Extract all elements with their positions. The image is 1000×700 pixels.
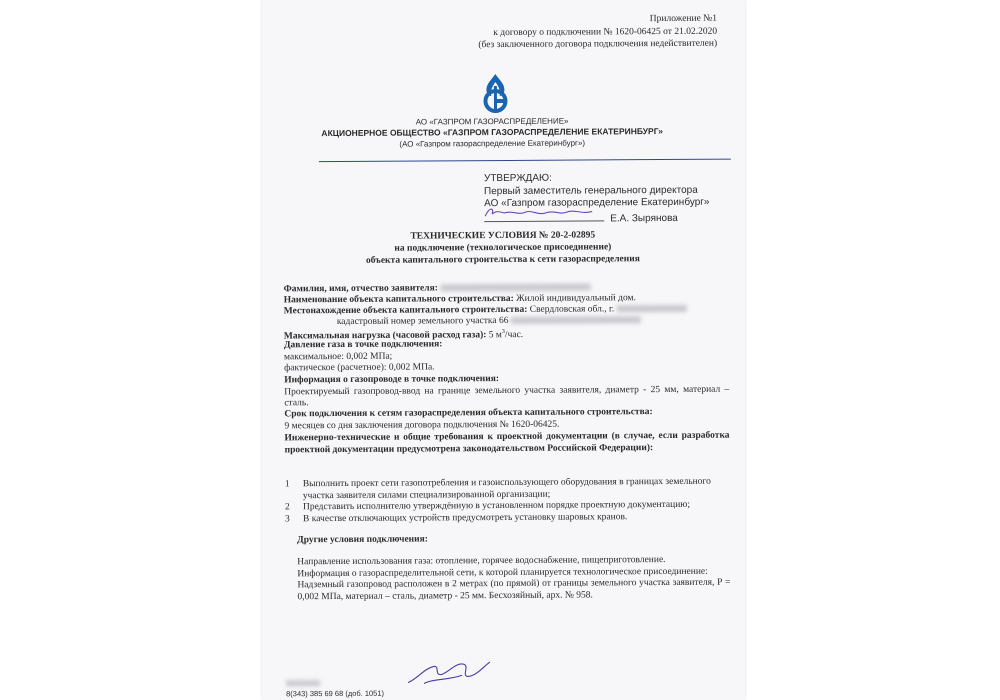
redacted-address: [617, 305, 687, 312]
redacted-name: [440, 284, 590, 292]
document-page: [262, 0, 745, 700]
network-info: Информация о газораспределительной сети, к которой планируется технологическое присоединение:: [297, 566, 708, 579]
footer-phone: [286, 679, 384, 698]
approval-company: АО «Газпром газораспределение Екатеринбург»: [484, 196, 710, 210]
gazprom-logo-icon: [478, 73, 512, 113]
approval-signatory: Е.А. Зырянова: [610, 212, 678, 224]
load-unit: /час.: [504, 330, 524, 341]
redacted-cadastral: [511, 316, 641, 324]
list-item: [285, 511, 730, 525]
footer-phone-text: 8(343) 385 69 68 (доб. 1051): [286, 688, 385, 698]
list-item-number: 2: [284, 502, 290, 513]
field-term: [284, 407, 729, 433]
signature-line: [484, 210, 604, 222]
approval-signature-row: [484, 209, 709, 226]
other-conditions-heading: Другие условия подключения:: [297, 534, 428, 546]
appendix-contract: к договору о подключении № 1620-06425 от 21.02.2020: [493, 26, 718, 38]
list-item-text: Представить исполнителю утверждённую в установленном порядке проектную документацию;: [302, 499, 691, 513]
signature-icon: [482, 203, 604, 222]
org-abbreviation: (АО «Газпром газораспределение Екатеринбург»): [399, 138, 586, 149]
appendix-title: Приложение №1: [649, 13, 718, 25]
org-full-name: АКЦИОНЕРНОЕ ОБЩЕСТВО «ГАЗПРОМ ГАЗОРАСПРЕДЕЛЕНИЕ ЕКАТЕРИНБУРГ»: [321, 126, 663, 139]
location-value: Свердловская обл., г.: [529, 304, 615, 315]
footer-signature-icon: [404, 656, 494, 689]
requirements-list: [285, 477, 730, 526]
field-pipeline: [284, 373, 729, 410]
object-value: Жилой индивидуальный дом.: [516, 293, 636, 304]
doc-subtitle-object: объекта капитального строительства к сети газораспределения: [366, 254, 640, 266]
approval-block: [484, 172, 710, 226]
list-item-text: Выполнить проект сети газопотребления и газоиспользующего оборудования в границах земельного участка заявителя силами специализированной организации;: [302, 476, 711, 501]
org-short-name: АО «ГАЗПРОМ ГАЗОРАСПРЕДЕЛЕНИЕ»: [415, 116, 569, 127]
approval-heading: УТВЕРЖДАЮ:: [483, 172, 552, 185]
cadastral-label: кадастровый номер земельного участка 66: [336, 315, 509, 328]
other-conditions: [297, 555, 730, 604]
document-content: [262, 0, 745, 700]
network-details: Надземный газопровод расположен в 2 метрах (по прямой) от границы земельного участка заявителя, Р = 0,002 МПа, материал – сталь, диаметр - 25 мм. Бесхозяйный, арх. № 958.: [297, 577, 731, 602]
load-value: 5 м: [488, 330, 502, 341]
load-label: Максимальная нагрузка (часовой расход газа):: [283, 330, 487, 342]
term-value: 9 месяцев со дня заключения договора подключения № 1620-06425.: [284, 419, 560, 431]
redacted-contact: [286, 680, 320, 686]
pressure-max: максимальное: 0,002 МПа;: [284, 351, 393, 362]
doc-title: ТЕХНИЧЕСКИЕ УСЛОВИЯ № 20-2-02895: [410, 230, 596, 242]
list-item-text: В качестве отключающих устройств предусмотреть установку шаровых кранов.: [302, 511, 628, 524]
appendix-block: [478, 13, 717, 52]
list-item-number: 1: [284, 479, 290, 490]
field-pressure: [284, 338, 729, 375]
load-unit-sup: 3: [501, 328, 505, 336]
pressure-label: Давление газа в точке подключения:: [283, 339, 443, 351]
pipeline-value: Проектируемый газопровод-ввод на границе земельного участка заявителя, диаметр - 25 мм, материал – сталь.: [284, 384, 730, 409]
approval-position: Первый заместитель генерального директора: [483, 184, 698, 197]
term-label: Срок подключения к сетям газораспределения объекта капитального строительства:: [284, 407, 653, 420]
list-item-number: 3: [284, 513, 290, 524]
requirements-label: Инженерно-технические и общие требования к проектной документации (в случае, если разработка проектной документации предусмотрена законодательством Российской Федерации):: [284, 430, 730, 455]
list-item: [285, 477, 730, 503]
applicant-label: Фамилия, имя, отчество заявителя:: [283, 283, 438, 295]
object-label: Наименование объекта капитального строительства:: [283, 293, 514, 306]
pipeline-label: Информация о газопроводе в точке подключения:: [284, 374, 500, 386]
gas-purpose: Направление использования газа: отопление, горячее водоснабжение, пищеприготовление.: [297, 555, 666, 568]
pressure-actual: фактическое (расчетное): 0,002 МПа.: [284, 362, 435, 374]
appendix-note: (без заключенного договора подключения недействителен): [478, 38, 718, 51]
doc-subtitle: на подключение (технологическое присоединение): [394, 242, 612, 254]
location-label: Местонахождение объекта капитального строительства:: [283, 304, 528, 317]
header-divider: [319, 159, 731, 163]
